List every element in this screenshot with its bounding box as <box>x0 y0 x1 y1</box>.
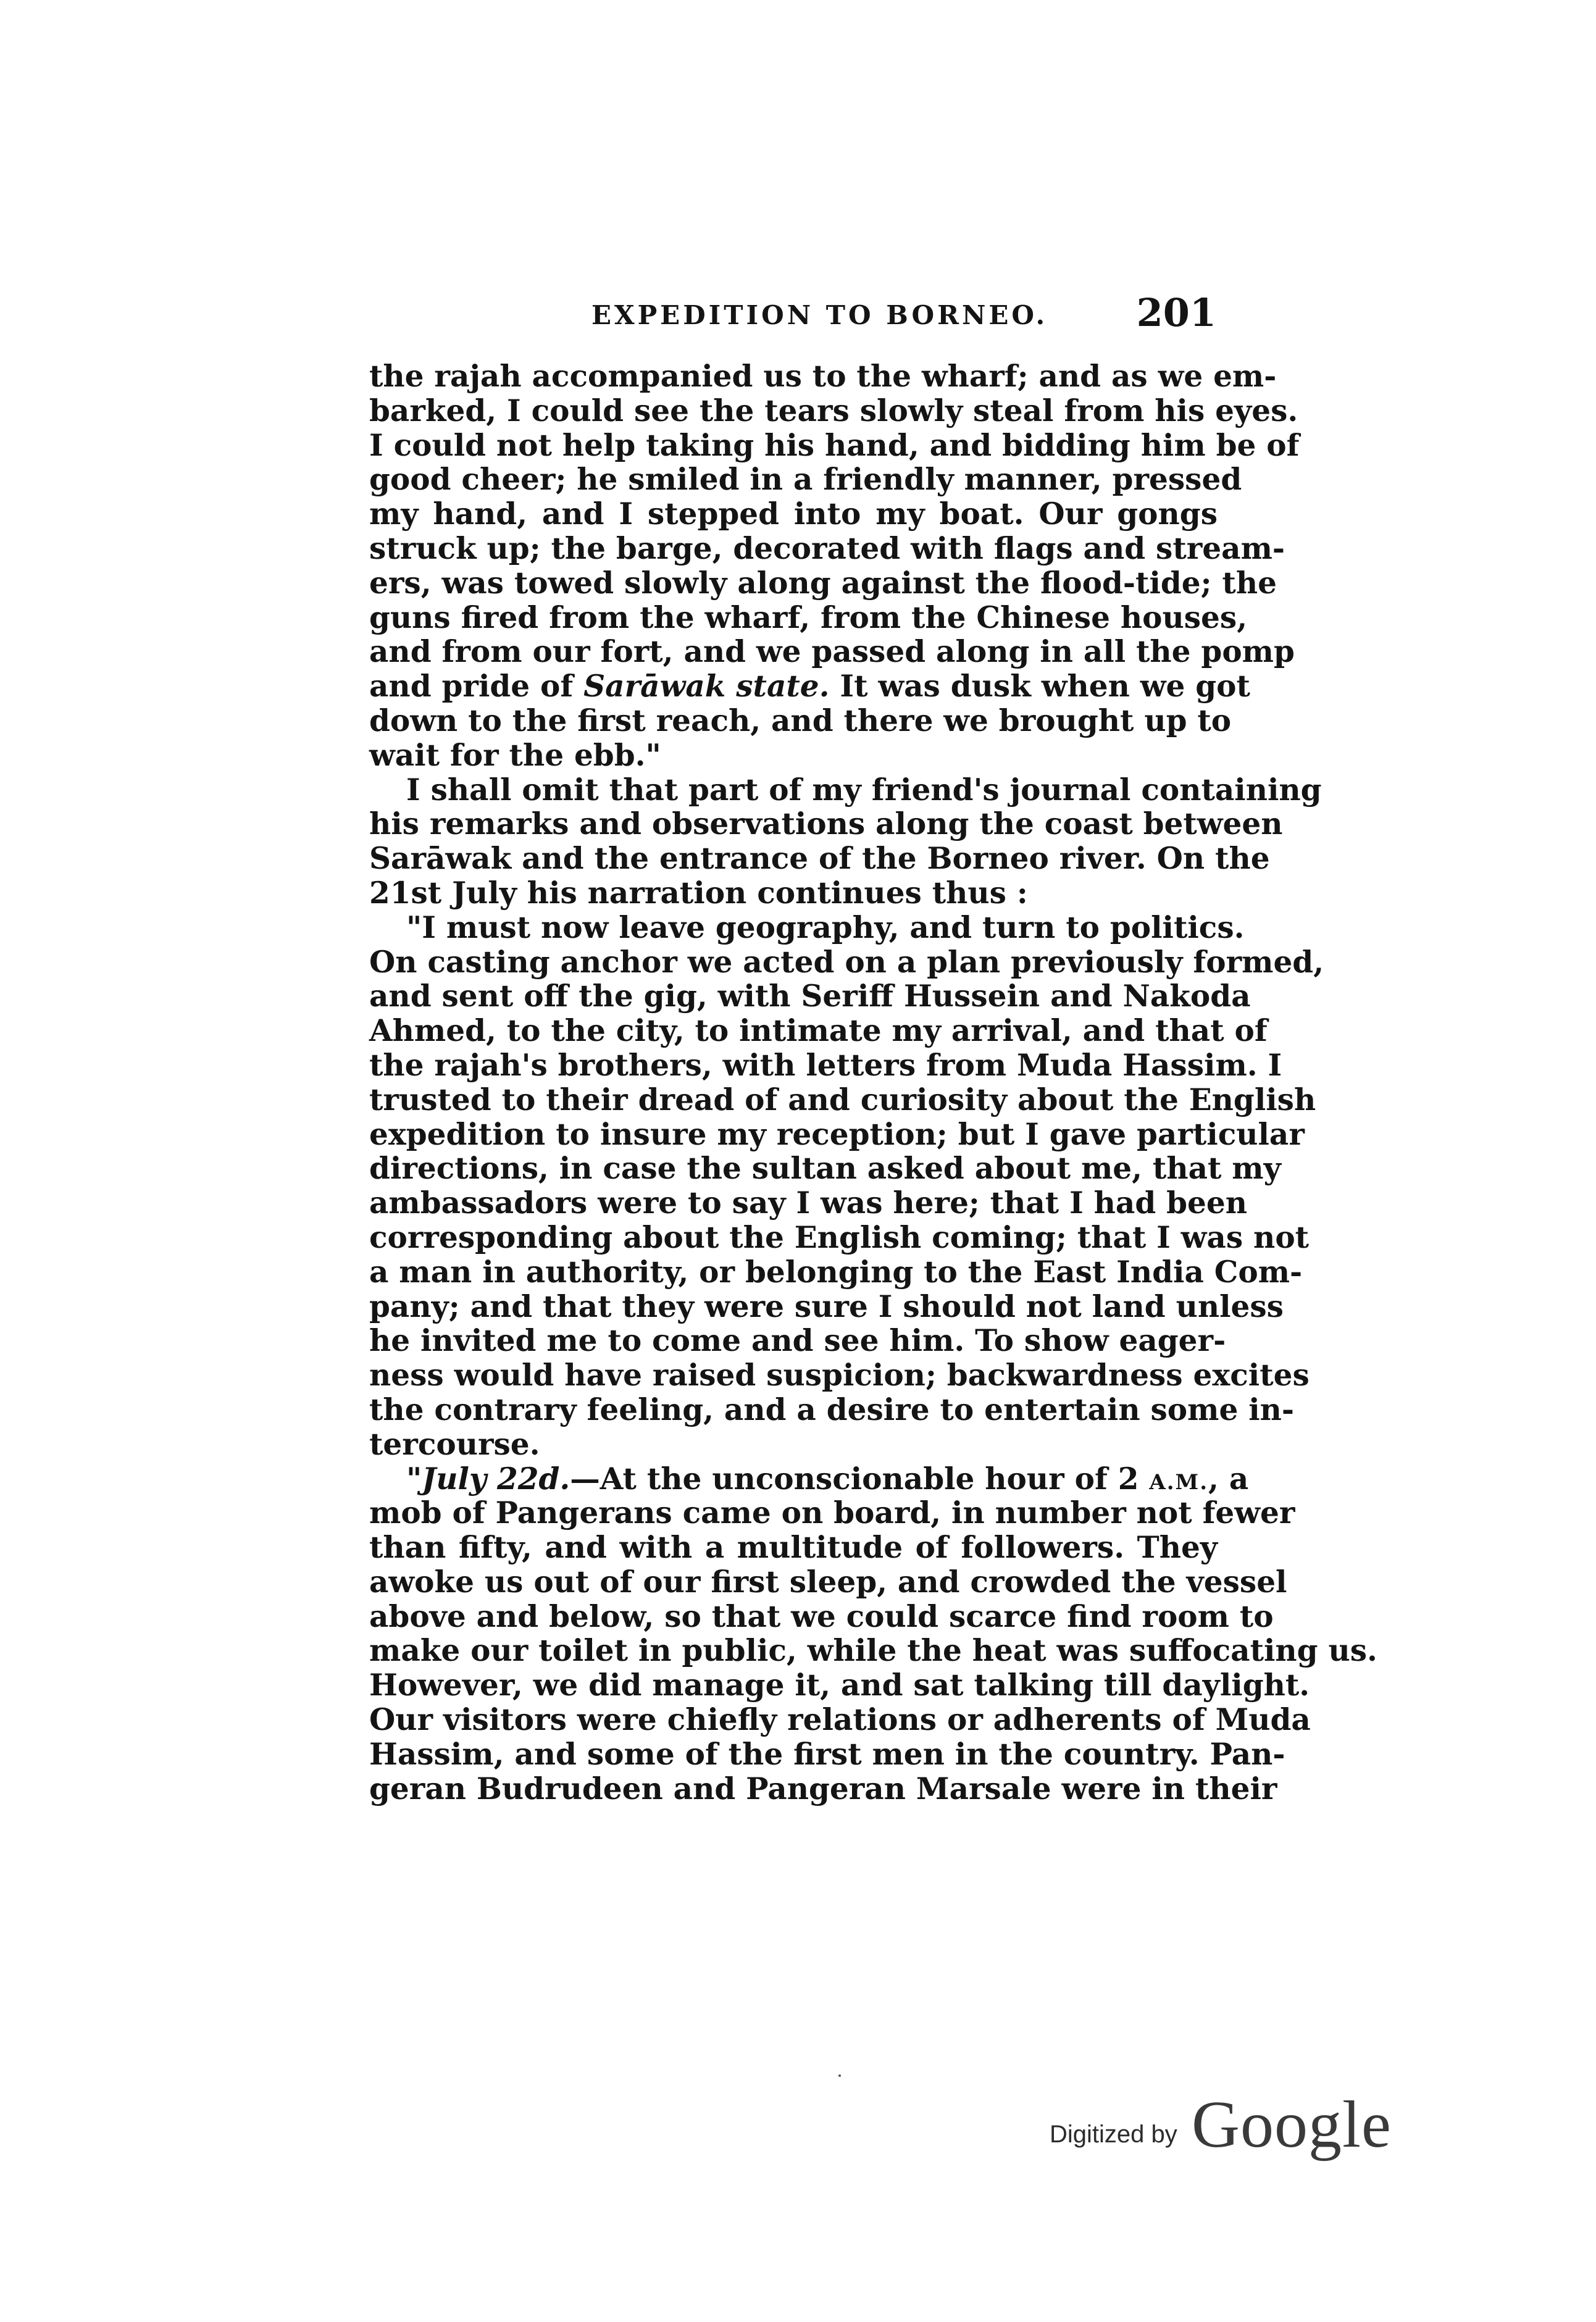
text-line: ambassadors were to say I was here; that I had been <box>369 1185 1248 1221</box>
text-fragment: , a <box>1208 1461 1249 1497</box>
text-line: good cheer; he smiled in a friendly manner, pressed <box>369 462 1242 498</box>
text-line: tercourse. <box>369 1426 540 1462</box>
text-line: trusted to their dread of and curiosity about the English <box>369 1082 1316 1117</box>
text-line: and from our fort, and we passed along in all the pomp <box>369 634 1295 670</box>
text-line: directions, in case the sultan asked about me, that my <box>369 1151 1281 1187</box>
running-head: EXPEDITION TO BORNEO. <box>591 300 1048 330</box>
text-fragment: It was dusk when we got <box>829 669 1250 704</box>
text-line <box>369 669 1250 704</box>
paragraph-start: I shall omit that part of my friend's journal containing <box>406 772 1322 808</box>
text-line: awoke us out of our first sleep, and crowded the vessel <box>369 1564 1287 1600</box>
paragraph-start <box>369 1461 1249 1497</box>
paragraph-start: "I must now leave geography, and turn to politics. <box>406 909 1245 945</box>
text-line: above and below, so that we could scarce find room to <box>369 1598 1274 1634</box>
text-line: pany; and that they were sure I should not land unless <box>369 1288 1284 1324</box>
text-line: my hand, and I stepped into my boat. Our gongs <box>369 496 1218 532</box>
time-abbreviation: A.M. <box>1149 1469 1209 1495</box>
text-line: I could not help taking his hand, and bidding him be of <box>369 427 1300 463</box>
text-line: a man in authority, or belonging to the East India Com- <box>369 1254 1303 1290</box>
text-line: geran Budrudeen and Pangeran Marsale were in their <box>369 1771 1277 1806</box>
text-line: his remarks and observations along the coast between <box>369 806 1283 842</box>
text-line: ers, was towed slowly along against the flood-tide; the <box>369 565 1277 601</box>
page-header <box>370 290 1216 346</box>
quote-mark: " <box>406 1461 422 1497</box>
text-line: ness would have raised suspicion; backwardness excites <box>369 1358 1310 1393</box>
text-line: 21st July his narration continues thus : <box>369 875 1028 911</box>
text-line: barked, I could see the tears slowly steal from his eyes. <box>369 393 1298 428</box>
text-line: Sarāwak and the entrance of the Borneo river. On the <box>369 841 1270 877</box>
text-line: and sent off the gig, with Seriff Hussein and Nakoda <box>369 979 1251 1014</box>
text-line: Our visitors were chiefly relations or adherents of Muda <box>369 1702 1311 1738</box>
text-fragment: and pride of <box>369 669 584 704</box>
body-text <box>369 359 1377 1806</box>
text-line: However, we did manage it, and sat talking till daylight. <box>369 1668 1310 1703</box>
italic-phrase: Sarāwak state. <box>583 669 830 704</box>
text-line: On casting anchor we acted on a plan previously formed, <box>369 944 1324 980</box>
text-line: expedition to insure my reception; but I gave particular <box>369 1116 1305 1152</box>
print-speck <box>838 2074 841 2077</box>
google-logo: Google <box>1192 2088 1392 2161</box>
text-line: guns fired from the wharf, from the Chinese houses, <box>369 599 1248 635</box>
text-line: down to the first reach, and there we brought up to <box>369 703 1232 738</box>
text-line: Hassim, and some of the first men in the country. Pan- <box>369 1736 1285 1772</box>
page-number: 201 <box>1136 290 1216 335</box>
digitized-label: Digitized by <box>1050 2121 1177 2148</box>
text-line: Ahmed, to the city, to intimate my arrival, and that of <box>369 1013 1268 1049</box>
text-line: the rajah's brothers, with letters from Muda Hassim. I <box>369 1047 1282 1083</box>
digitized-watermark <box>1050 2087 1395 2161</box>
text-line: struck up; the barge, decorated with flags and stream- <box>369 530 1285 566</box>
italic-date: July 22d. <box>422 1461 570 1497</box>
text-line: make our toilet in public, while the heat was suffocating us. <box>369 1633 1377 1669</box>
text-line: wait for the ebb." <box>369 737 661 773</box>
text-fragment: —At the unconscionable hour of 2 <box>570 1461 1150 1497</box>
text-line: mob of Pangerans came on board, in number not fewer <box>369 1495 1295 1531</box>
text-line: the rajah accompanied us to the wharf; and as we em- <box>369 359 1277 394</box>
text-line: than fifty, and with a multitude of followers. They <box>369 1530 1218 1566</box>
text-line: corresponding about the English coming; that I was not <box>369 1219 1310 1255</box>
text-line: he invited me to come and see him. To show eager- <box>369 1323 1226 1359</box>
text-line: the contrary feeling, and a desire to entertain some in- <box>369 1392 1295 1427</box>
